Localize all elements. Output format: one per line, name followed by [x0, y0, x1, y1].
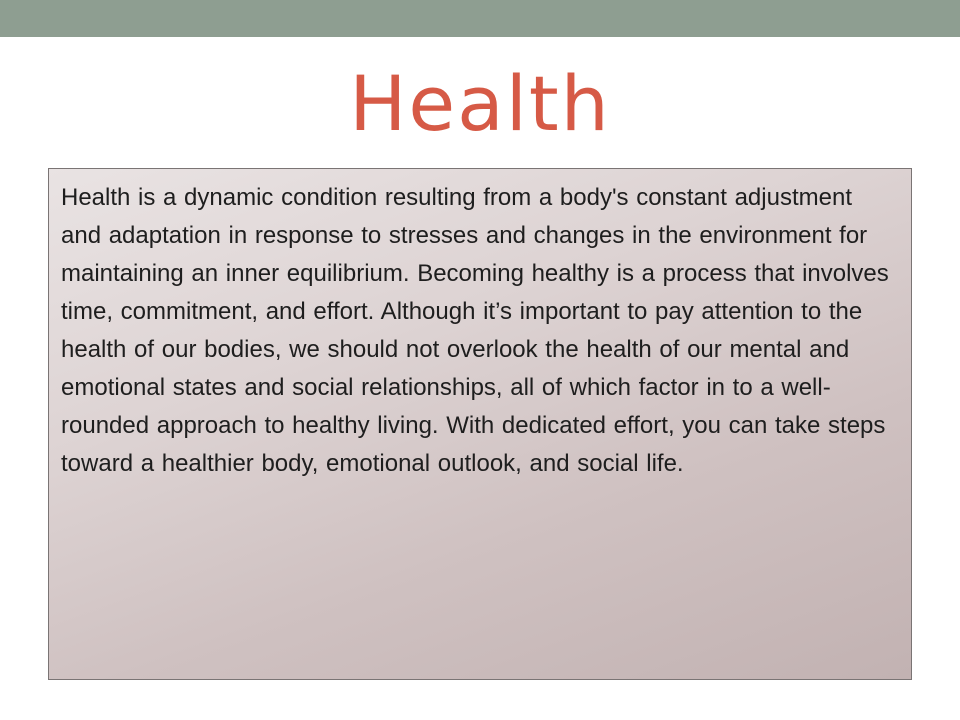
content-box — [48, 168, 912, 680]
body-paragraph: Health is a dynamic condition resulting from a body's constant adjustment and adaptation in response to stresses and changes in the environment for maintaining an inner equilibrium. Becoming healthy is a process that involves time, commitment, and effort. Although it’s important to pay attention to the health of our bodies, we should not overlook the health of our mental and emotional states and social relationships, all of which factor in to a well-rounded approach to healthy living. With dedicated effort, you can take steps toward a healthier body, emotional outlook, and social life. — [61, 184, 889, 477]
top-decorative-band — [0, 0, 960, 37]
slide-title: Health — [349, 59, 611, 148]
